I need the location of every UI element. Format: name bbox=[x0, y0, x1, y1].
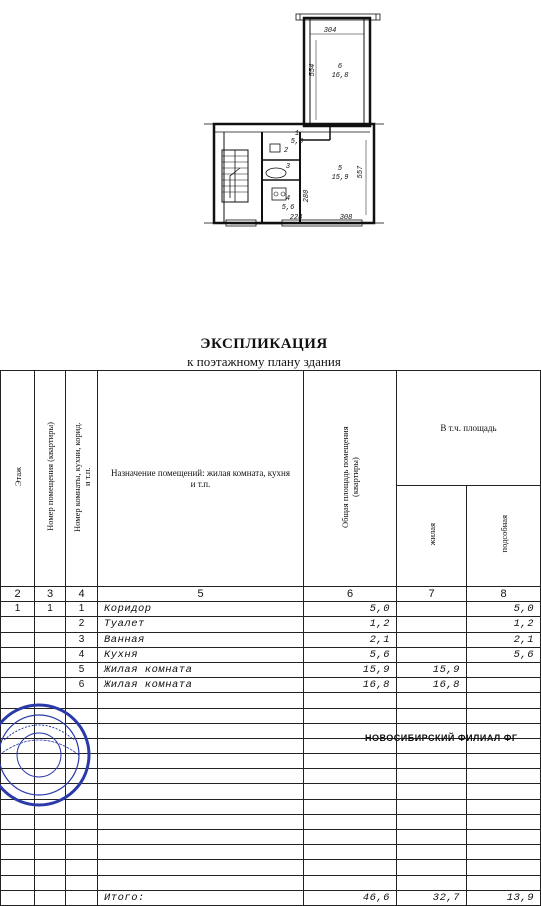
empty-cell bbox=[467, 784, 541, 799]
cell-purpose: Жилая комната bbox=[98, 678, 304, 693]
header-auxiliary: подсобная bbox=[467, 486, 541, 587]
empty-cell bbox=[304, 860, 397, 875]
total-empty-cell bbox=[35, 890, 66, 905]
table-row bbox=[1, 678, 541, 693]
table-row bbox=[1, 617, 541, 632]
empty-cell bbox=[304, 875, 397, 890]
total-living-value: 32,7 bbox=[397, 890, 467, 905]
empty-cell bbox=[304, 845, 397, 860]
empty-table-row bbox=[1, 830, 541, 845]
room-4-no: 4 bbox=[285, 195, 291, 203]
cell-living-area bbox=[397, 602, 467, 617]
cell-living-area bbox=[397, 632, 467, 647]
seal-stamp bbox=[0, 700, 94, 810]
empty-cell bbox=[304, 784, 397, 799]
column-number: 6 bbox=[304, 587, 397, 602]
cell-aux-area: 5,0 bbox=[467, 602, 541, 617]
empty-cell bbox=[397, 769, 467, 784]
table-row bbox=[1, 662, 541, 677]
cell-floor bbox=[1, 617, 35, 632]
cell-room-no: 6 bbox=[66, 678, 98, 693]
cell-floor bbox=[1, 662, 35, 677]
cell-aux-area bbox=[467, 678, 541, 693]
cell-aux-area: 5,6 bbox=[467, 647, 541, 662]
empty-cell bbox=[35, 830, 66, 845]
cell-living-area bbox=[397, 647, 467, 662]
empty-cell bbox=[98, 693, 304, 708]
cell-purpose: Жилая комната bbox=[98, 662, 304, 677]
column-number: 7 bbox=[397, 587, 467, 602]
cell-total-area: 15,9 bbox=[304, 662, 397, 677]
empty-cell bbox=[467, 769, 541, 784]
empty-cell bbox=[397, 754, 467, 769]
dim-top: 304 bbox=[323, 27, 337, 35]
empty-cell bbox=[98, 799, 304, 814]
cell-purpose: Туалет bbox=[98, 617, 304, 632]
cell-total-area: 5,6 bbox=[304, 647, 397, 662]
document-subtitle: к поэтажному плану здания bbox=[187, 354, 341, 369]
cell-aux-area: 1,2 bbox=[467, 617, 541, 632]
empty-cell bbox=[1, 845, 35, 860]
cell-room-no: 5 bbox=[66, 662, 98, 677]
empty-cell bbox=[98, 784, 304, 799]
header-floor: Этаж bbox=[1, 371, 35, 587]
empty-cell bbox=[397, 799, 467, 814]
cell-purpose: Ванная bbox=[98, 632, 304, 647]
empty-cell bbox=[397, 693, 467, 708]
empty-cell bbox=[98, 875, 304, 890]
empty-cell bbox=[66, 845, 98, 860]
cell-total-area: 2,1 bbox=[304, 632, 397, 647]
empty-cell bbox=[98, 769, 304, 784]
cell-living-area bbox=[397, 617, 467, 632]
empty-cell bbox=[1, 860, 35, 875]
empty-cell bbox=[35, 875, 66, 890]
empty-cell bbox=[304, 814, 397, 829]
column-number: 4 bbox=[66, 587, 98, 602]
empty-cell bbox=[35, 860, 66, 875]
cell-floor bbox=[1, 678, 35, 693]
room-1-no: 1 bbox=[294, 130, 300, 138]
header-living: жилая bbox=[397, 486, 467, 587]
cell-aux-area bbox=[467, 662, 541, 677]
dim-room5-height: 557 bbox=[357, 165, 365, 179]
dim-bottom-left: 228 bbox=[289, 214, 303, 222]
dim-kitchen-height: 280 bbox=[303, 189, 311, 203]
empty-cell bbox=[304, 830, 397, 845]
document-title: ЭКСПЛИКАЦИЯ bbox=[200, 336, 328, 352]
empty-cell bbox=[1, 814, 35, 829]
column-numbers-row bbox=[1, 587, 541, 602]
room-1-area: 5,0 bbox=[290, 138, 304, 146]
empty-cell bbox=[467, 845, 541, 860]
empty-cell bbox=[467, 708, 541, 723]
empty-cell bbox=[467, 875, 541, 890]
header-purpose: Назначение помещений: жилая комната, кухня и т.п. bbox=[98, 371, 304, 587]
empty-cell bbox=[98, 738, 304, 753]
empty-table-row bbox=[1, 814, 541, 829]
table-row bbox=[1, 647, 541, 662]
empty-cell bbox=[467, 799, 541, 814]
cell-total-area: 1,2 bbox=[304, 617, 397, 632]
empty-table-row bbox=[1, 845, 541, 860]
column-number: 8 bbox=[467, 587, 541, 602]
empty-table-row bbox=[1, 875, 541, 890]
cell-floor bbox=[1, 632, 35, 647]
empty-cell bbox=[98, 723, 304, 738]
empty-cell bbox=[66, 875, 98, 890]
empty-cell bbox=[397, 845, 467, 860]
header-including: В т.ч. площадь bbox=[397, 371, 541, 486]
empty-cell bbox=[98, 814, 304, 829]
empty-cell bbox=[66, 860, 98, 875]
cell-apartment-no bbox=[35, 647, 66, 662]
cell-purpose: Коридор bbox=[98, 602, 304, 617]
room-6-area: 16,8 bbox=[331, 72, 349, 80]
cell-apartment-no bbox=[35, 617, 66, 632]
empty-cell bbox=[66, 830, 98, 845]
empty-cell bbox=[467, 693, 541, 708]
dim-bottom-right: 308 bbox=[339, 214, 353, 222]
cell-total-area: 16,8 bbox=[304, 678, 397, 693]
empty-cell bbox=[35, 845, 66, 860]
empty-cell bbox=[98, 845, 304, 860]
empty-cell bbox=[397, 830, 467, 845]
total-area-value: 46,6 bbox=[304, 890, 397, 905]
empty-cell bbox=[1, 875, 35, 890]
total-aux-value: 13,9 bbox=[467, 890, 541, 905]
cell-room-no: 3 bbox=[66, 632, 98, 647]
empty-cell bbox=[98, 860, 304, 875]
column-number: 2 bbox=[1, 587, 35, 602]
cell-apartment-no bbox=[35, 632, 66, 647]
total-row bbox=[1, 890, 541, 905]
room-5-area: 15,9 bbox=[331, 174, 349, 182]
dim-room6-height: 554 bbox=[309, 63, 317, 77]
room-2-no: 2 bbox=[283, 147, 289, 155]
cell-purpose: Кухня bbox=[98, 647, 304, 662]
header-total-area: Общая площадь помещения (квартиры) bbox=[304, 371, 397, 587]
empty-cell bbox=[397, 708, 467, 723]
empty-cell bbox=[1, 830, 35, 845]
empty-cell bbox=[304, 708, 397, 723]
cell-floor bbox=[1, 647, 35, 662]
cell-apartment-no bbox=[35, 678, 66, 693]
header-room-no: Номер комнаты, кухни, корид. и т.п. bbox=[66, 371, 98, 587]
empty-cell bbox=[98, 754, 304, 769]
room-3-no: 3 bbox=[285, 163, 291, 171]
column-number: 3 bbox=[35, 587, 66, 602]
empty-cell bbox=[467, 860, 541, 875]
cell-aux-area: 2,1 bbox=[467, 632, 541, 647]
footer-organization: НОВОСИБИРСКИЙ ФИЛИАЛ ФГ bbox=[365, 733, 518, 743]
empty-cell bbox=[304, 693, 397, 708]
cell-apartment-no bbox=[35, 662, 66, 677]
empty-cell bbox=[397, 814, 467, 829]
room-4-area: 5,6 bbox=[281, 204, 295, 212]
empty-cell bbox=[397, 860, 467, 875]
cell-room-no: 4 bbox=[66, 647, 98, 662]
empty-cell bbox=[467, 830, 541, 845]
header-apartment-no: Номер помещения (квартиры) bbox=[35, 371, 66, 587]
empty-cell bbox=[35, 814, 66, 829]
empty-cell bbox=[397, 784, 467, 799]
empty-cell bbox=[98, 708, 304, 723]
cell-room-no: 1 bbox=[66, 602, 98, 617]
total-label: Итого: bbox=[98, 890, 304, 905]
cell-living-area: 16,8 bbox=[397, 678, 467, 693]
room-5-no: 5 bbox=[337, 165, 343, 173]
table-row bbox=[1, 632, 541, 647]
column-number: 5 bbox=[98, 587, 304, 602]
empty-cell bbox=[467, 754, 541, 769]
total-empty-cell bbox=[66, 890, 98, 905]
empty-cell bbox=[66, 814, 98, 829]
explication-table bbox=[0, 370, 541, 906]
total-empty-cell bbox=[1, 890, 35, 905]
floor-plan bbox=[0, 0, 528, 300]
cell-total-area: 5,0 bbox=[304, 602, 397, 617]
table-row bbox=[1, 602, 541, 617]
empty-cell bbox=[98, 830, 304, 845]
empty-cell bbox=[397, 875, 467, 890]
empty-cell bbox=[304, 754, 397, 769]
cell-living-area: 15,9 bbox=[397, 662, 467, 677]
cell-floor: 1 bbox=[1, 602, 35, 617]
empty-cell bbox=[467, 814, 541, 829]
cell-room-no: 2 bbox=[66, 617, 98, 632]
empty-table-row bbox=[1, 860, 541, 875]
cell-apartment-no: 1 bbox=[35, 602, 66, 617]
empty-cell bbox=[304, 799, 397, 814]
empty-cell bbox=[304, 769, 397, 784]
room-6-no: 6 bbox=[337, 63, 343, 71]
